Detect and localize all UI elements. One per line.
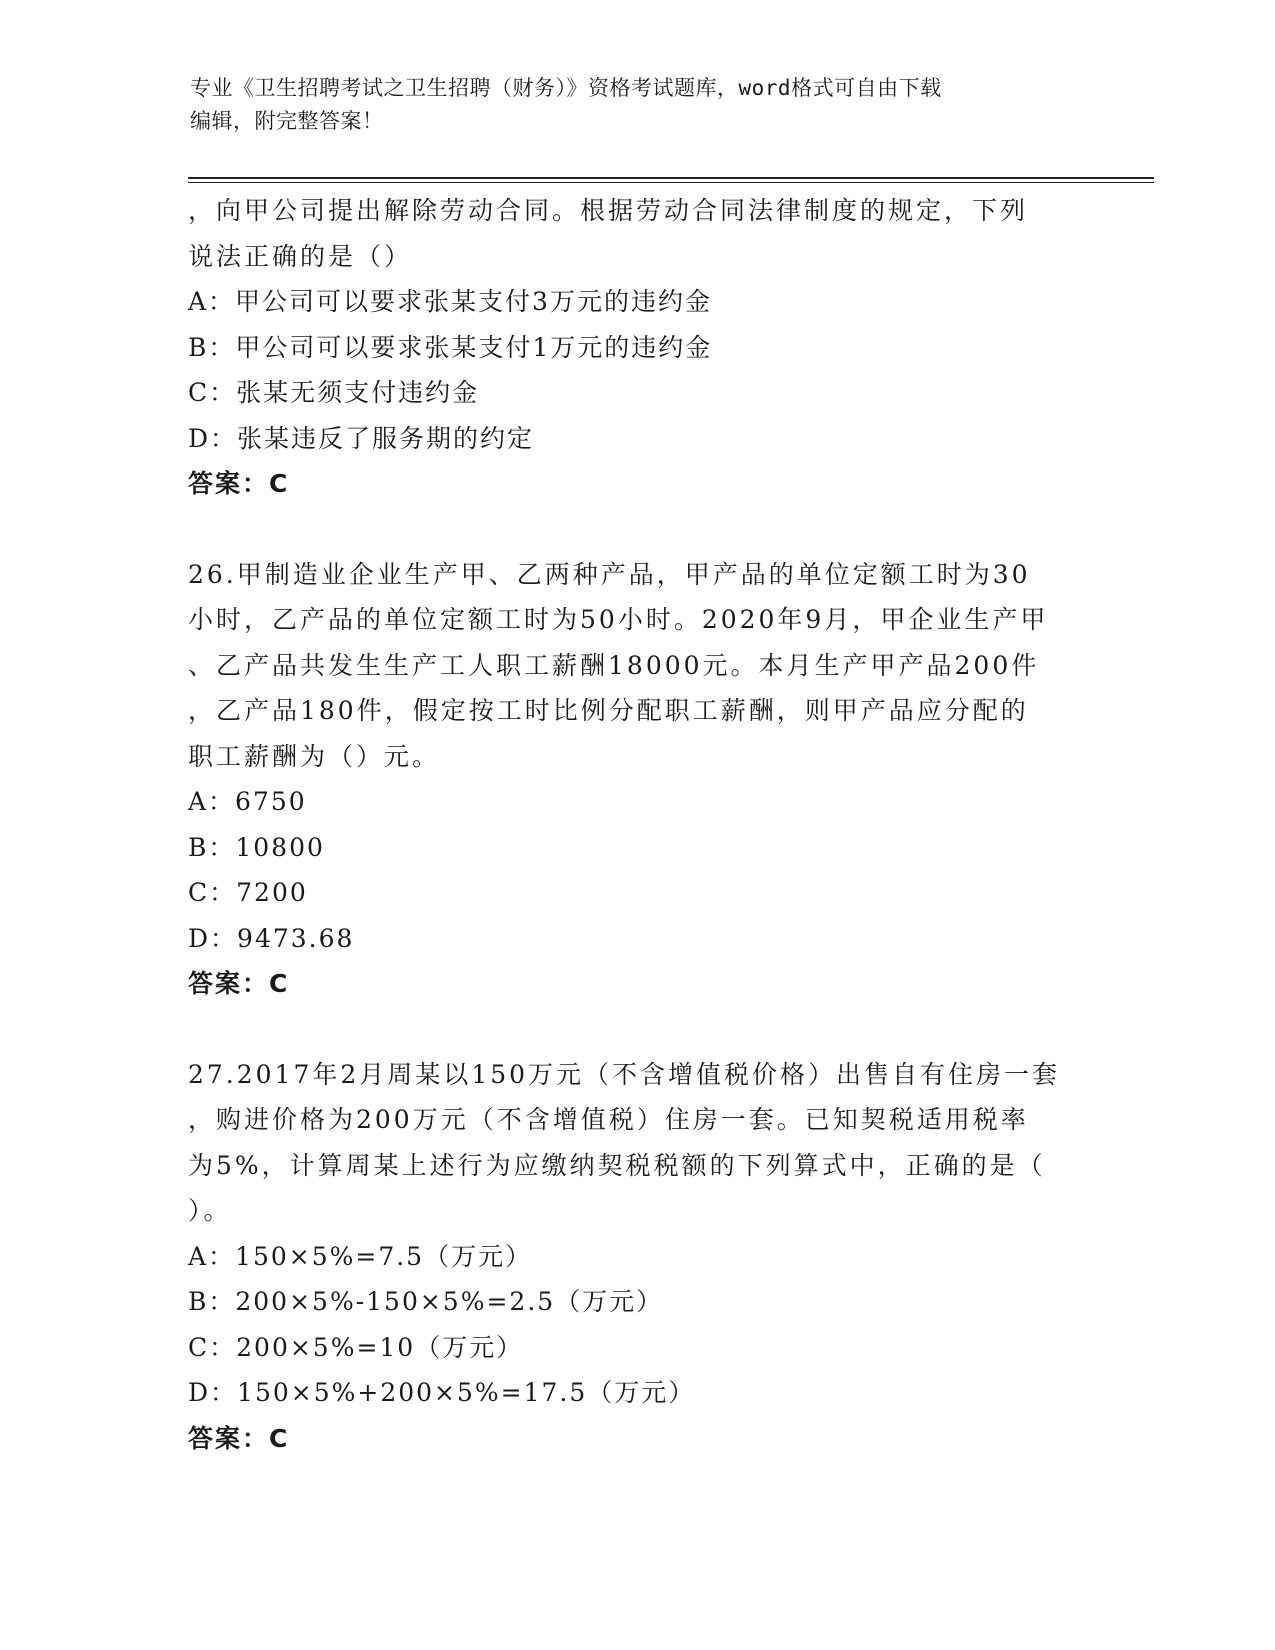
question-25-continued	[188, 188, 1088, 507]
question-text-line: 、乙产品共发生生产工人职工薪酬18000元。本月生产甲产品200件	[188, 650, 1040, 680]
question-text-line: ，向甲公司提出解除劳动合同。根据劳动合同法律制度的规定，下列	[188, 196, 1029, 225]
option-c: C：200×5%=10（万元）	[188, 1332, 524, 1362]
question-text-line: 职工薪酬为（）元。	[188, 741, 441, 771]
question-text-line: ，购进价格为200万元（不含增值税）住房一套。已知契税适用税率	[188, 1105, 1029, 1134]
question-text-line: ）。	[188, 1196, 232, 1225]
option-b: B：甲公司可以要求张某支付1万元的违约金	[188, 332, 713, 362]
question-list	[188, 188, 1088, 1461]
answer: 答案：C	[188, 1423, 290, 1453]
question-text-line: 说法正确的是（）	[188, 241, 413, 271]
option-c: C：张某无须支付违约金	[188, 378, 480, 407]
option-b: B：200×5%-150×5%=2.5（万元）	[188, 1287, 664, 1316]
answer: 答案：C	[188, 469, 290, 498]
header-divider-thin	[188, 182, 1154, 183]
question-text-line: 27.2017年2月周某以150万元（不含增值税价格）出售自有住房一套	[188, 1059, 1061, 1089]
header-divider-thick	[188, 177, 1154, 179]
question-27	[188, 1052, 1088, 1462]
option-d: D：9473.68	[188, 923, 355, 953]
question-26	[188, 552, 1088, 1007]
option-b: B：10800	[188, 832, 325, 862]
question-text-line: 26.甲制造业企业生产甲、乙两种产品，甲产品的单位定额工时为30	[188, 559, 1031, 589]
question-text-line: ，乙产品180件，假定按工时比例分配职工薪酬，则甲产品应分配的	[188, 696, 1029, 725]
option-a: A：甲公司可以要求张某支付3万元的违约金	[188, 287, 712, 316]
option-c: C：7200	[188, 878, 308, 907]
document-header	[190, 72, 1090, 138]
answer: 答案：C	[188, 969, 290, 998]
option-d: D：张某违反了服务期的约定	[188, 423, 535, 453]
option-d: D：150×5%+200×5%=17.5（万元）	[188, 1378, 696, 1407]
option-a: A：150×5%=7.5（万元）	[188, 1241, 533, 1271]
option-a: A：6750	[188, 787, 307, 816]
question-text-line: 为5%，计算周某上述行为应缴纳契税税额的下列算式中，正确的是（	[188, 1150, 1046, 1180]
header-line-1: 专业《卫生招聘考试之卫生招聘（财务）》资格考试题库，word格式可自由下载	[190, 76, 942, 100]
question-text-line: 小时，乙产品的单位定额工时为50小时。2020年9月，甲企业生产甲	[188, 605, 1049, 634]
header-line-2: 编辑，附完整答案！	[190, 109, 384, 133]
